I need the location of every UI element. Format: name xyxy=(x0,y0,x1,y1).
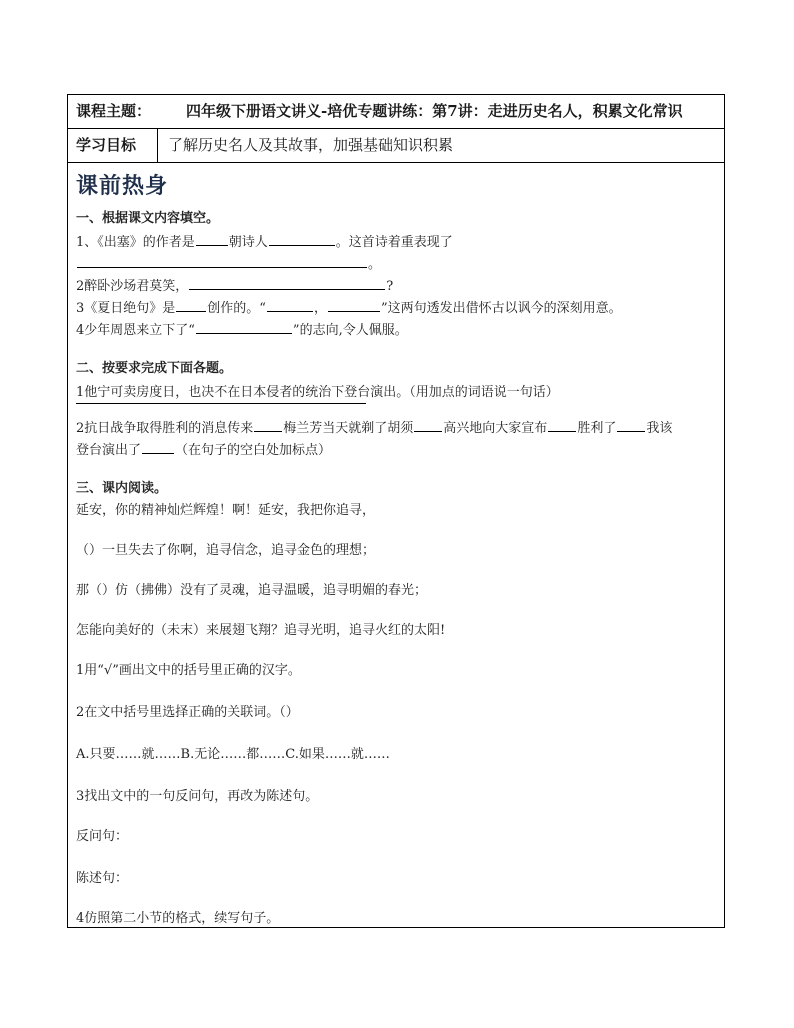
goal-value: 了解历史名人及其故事，加强基础知识积累 xyxy=(168,136,454,154)
answer-blank[interactable] xyxy=(328,298,380,312)
answer-line[interactable] xyxy=(76,403,366,404)
q3-text-d: ”这两句透发出借怀古以讽今的深刻用意。 xyxy=(380,301,622,316)
part1-heading: 一、根据课文内容填空。 xyxy=(76,211,220,226)
answer-blank[interactable] xyxy=(548,418,576,432)
goal-row xyxy=(68,129,724,163)
q4-text-b: ”的志向,令人佩服。 xyxy=(292,323,408,338)
part3-q1: 1用“√”画出文中的括号里正确的汉字。 xyxy=(76,663,301,678)
goal-label: 学习目标 xyxy=(68,129,158,162)
q3-text-b: 创作的。“ xyxy=(207,301,266,316)
rhetorical-label: 反问句： xyxy=(76,829,129,844)
poem-line-2: （）一旦失去了你啊，追寻信念，追寻金色的理想； xyxy=(76,543,376,558)
q2-text-a: 2醉卧沙场君莫笑， xyxy=(76,279,189,294)
declarative-label: 陈述句： xyxy=(76,871,129,886)
q2-seg-c: 高兴地向大家宣布 xyxy=(443,421,548,436)
part2-heading: 二、按要求完成下面各题。 xyxy=(76,361,233,376)
q2-seg-b: 梅兰芳当天就剃了胡须 xyxy=(283,421,414,436)
q1-end: 。 xyxy=(368,257,382,272)
q1-text-c: 。这首诗着重表现了 xyxy=(335,235,453,250)
part1-q2 xyxy=(76,275,393,294)
q2-seg-d: 胜利了 xyxy=(577,421,617,436)
part1-q4 xyxy=(76,319,408,338)
answer-blank[interactable] xyxy=(196,320,292,334)
q2-text-b: ? xyxy=(386,279,394,294)
part1-q1 xyxy=(76,231,453,250)
part1-q3 xyxy=(76,297,622,316)
q2-seg-f: 登台演出了 xyxy=(76,443,142,458)
section-title: 课前热身 xyxy=(76,174,169,199)
part2-q2 xyxy=(76,417,672,436)
q3-text-a: 3《夏日绝句》是 xyxy=(76,301,176,316)
poem-line-3: 那（）仿（拂佛）没有了灵魂，追寻温暖，追寻明媚的春光； xyxy=(76,583,428,598)
content-cell xyxy=(68,163,724,928)
answer-blank[interactable] xyxy=(414,418,442,432)
q2-seg-g: （在句子的空白处加标点） xyxy=(175,443,332,458)
q1-text-a: 1、《出塞》的作者是 xyxy=(76,235,195,250)
topic-label: 课程主题： xyxy=(76,102,152,120)
part3-q2: 2在文中括号里选择正确的关联词。（） xyxy=(76,705,299,720)
part3-q4: 4仿照第二小节的格式，续写句子。 xyxy=(76,911,280,926)
part2-q1: 1他宁可卖房度日，也决不在日本侵者的统治下登台演出。（用加点的词语说一句话） xyxy=(76,385,559,400)
q4-text-a: 4少年周恩来立下了“ xyxy=(76,323,195,338)
answer-blank[interactable] xyxy=(196,232,228,246)
topic-row xyxy=(68,95,724,129)
part1-q1-line2 xyxy=(76,253,381,272)
answer-blank[interactable] xyxy=(142,440,174,454)
q1-text-b: 朝诗人 xyxy=(228,235,268,250)
part3-heading: 三、课内阅读。 xyxy=(76,481,168,496)
poem-line-1: 延安，你的精神灿烂辉煌！啊！延安，我把你追寻， xyxy=(76,503,376,518)
q2-seg-a: 2抗日战争取得胜利的消息传来 xyxy=(76,421,254,436)
q3-text-c: ， xyxy=(313,301,327,316)
part3-q2-options: A.只要……就……B.无论……都……C.如果……就…… xyxy=(76,747,390,762)
poem-line-4: 怎能向美好的（未末）来展翅飞翔？追寻光明，追寻火红的太阳! xyxy=(76,623,446,638)
answer-blank[interactable] xyxy=(267,298,313,312)
answer-blank[interactable] xyxy=(176,298,206,312)
answer-blank[interactable] xyxy=(617,418,645,432)
answer-blank[interactable] xyxy=(77,254,367,268)
answer-blank[interactable] xyxy=(254,418,282,432)
answer-blank[interactable] xyxy=(189,276,385,290)
part3-q3: 3找出文中的一句反问句，再改为陈述句。 xyxy=(76,789,319,804)
topic-value: 四年级下册语文讲义-培优专题讲练：第7讲：走进历史名人，积累文化常识 xyxy=(186,102,683,120)
worksheet-table xyxy=(67,94,725,928)
part2-q2-line2 xyxy=(76,439,331,458)
answer-blank[interactable] xyxy=(269,232,335,246)
q2-seg-e: 我该 xyxy=(646,421,673,436)
